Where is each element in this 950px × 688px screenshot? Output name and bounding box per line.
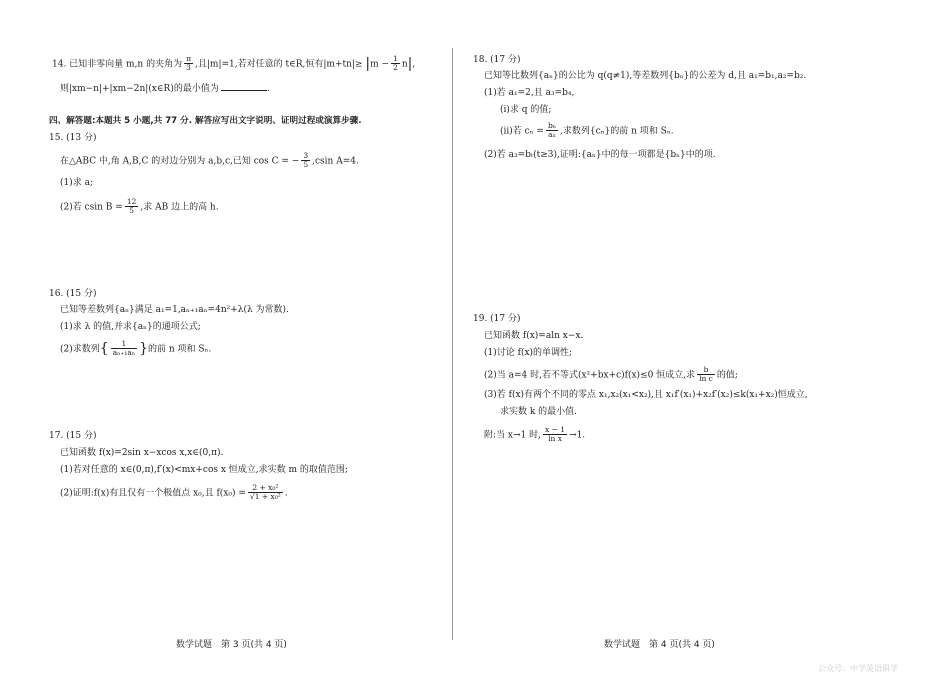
q14-line2-end: . (266, 84, 270, 94)
q19-line3 (484, 366, 738, 384)
q14-fraction-half (391, 55, 400, 73)
q15-line2: (1)求 a; (60, 178, 94, 188)
q15-fraction-12-5 (125, 198, 139, 216)
q14-text-b: ,且|m|=1,若对任意的 t∈R,恒有|m+tn|≥ (195, 59, 363, 70)
q17-text-b: . (284, 488, 288, 499)
q15-text-d: ,求 AB 边上的高 h. (140, 202, 219, 213)
frac-denominator: 5 (129, 206, 134, 216)
frac-denominator: ln x (548, 434, 562, 444)
q15-head: 15. (13 分) (49, 133, 97, 143)
frac-denominator: 3 (186, 63, 191, 73)
q14-text-c: m − (370, 59, 390, 70)
right-footer: 数学试题 第 4 页(共 4 页) (604, 640, 715, 650)
frac-denominator: ln c (699, 374, 713, 384)
frac-numerator: 1 (111, 340, 137, 349)
abs-bar-left: | (365, 55, 371, 72)
q17-line3 (60, 484, 288, 502)
q18-fraction (546, 122, 558, 140)
q17-line2: (1)若对任意的 x∈(0,π),f′(x)<mx+cos x 恒成立,求实数 m 的取值范围; (60, 465, 348, 475)
frac-denominator: √1 + x₀² (249, 492, 281, 502)
frac-numerator: 2 + x₀² (248, 484, 283, 493)
q18-text-a: (ⅱ)若 cₙ = (500, 126, 544, 137)
q18-line4 (500, 122, 674, 140)
q16-fraction (111, 340, 137, 358)
q16-line1: 已知等差数列{aₙ}满足 a₁=1,aₙ₊₁aₙ=4n²+λ(λ 为常数). (60, 305, 289, 315)
q19-text-d: →1. (569, 430, 586, 441)
frac-numerator: bₙ (547, 121, 557, 130)
q16-text-b: 的前 n 项和 Sₙ. (148, 344, 212, 355)
frac-denominator: 2 (393, 63, 398, 73)
q19-text-b: 的值; (716, 370, 738, 381)
q17-text-a: (2)证明:f(x)有且仅有一个极值点 x₀,且 f(x₀) = (60, 488, 246, 499)
q19-line2: (1)讨论 f(x)的单调性; (484, 348, 573, 358)
q19-head: 19. (17 分) (473, 314, 521, 324)
frac-denominator: aₙ (548, 130, 556, 140)
q14-text-a: 14. 已知非零向量 m,n 的夹角为 (52, 59, 183, 70)
q19-line5: 求实数 k 的最小值. (500, 407, 578, 417)
brace-right: } (139, 340, 148, 357)
q18-line3: (ⅰ)求 q 的值; (500, 105, 552, 115)
abs-bar-right: | (407, 55, 413, 72)
q18-line1: 已知等比数列{aₙ}的公比为 q(q≠1),等差数列{bₙ}的公差为 d,且 a₁=b₁,a₂=b₂. (484, 71, 807, 81)
watermark: 公众号：中学英语俱学 (818, 664, 898, 673)
q16-line2: (1)求 λ 的值,并求{aₙ}的通项公式; (60, 322, 201, 332)
q17-line1: 已知函数 f(x)=2sin x−xcos x,x∈(0,π). (60, 448, 224, 458)
q15-text-a: 在△ABC 中,角 A,B,C 的对边分别为 a,b,c,已知 cos C = − (60, 156, 300, 167)
q15-text-c: (2)若 csin B = (60, 202, 123, 213)
q18-line2: (1)若 a₁=2,且 a₃=b₄, (484, 88, 575, 98)
q16-head: 16. (15 分) (49, 289, 97, 299)
q14-line2 (60, 84, 270, 95)
q17-head: 17. (15 分) (49, 431, 97, 441)
q17-fraction (248, 484, 283, 502)
q14-line1 (52, 55, 415, 73)
frac-numerator: 1 (393, 54, 398, 63)
q15-fraction-3-5 (301, 152, 310, 170)
frac-denominator: 5 (303, 160, 309, 170)
frac-numerator: b (697, 366, 715, 375)
q14-line2-text: 则|xm−n|+|xm−2n|(x∈R)的最小值为 (60, 84, 219, 94)
q14-fraction-pi3 (184, 55, 193, 73)
q16-text-a: (2)求数列 (60, 344, 100, 355)
q15-line1 (60, 152, 359, 170)
q19-line4: (3)若 f(x)有两个不同的零点 x₁,x₂(x₁<x₂),且 x₁f′(x₁)+x₂f′(x₂)≤k(x₁+x₂)恒成立, (484, 390, 808, 400)
q15-line3 (60, 198, 219, 216)
frac-numerator: 3 (303, 151, 309, 160)
page-divider (452, 48, 453, 640)
q18-text-b: ,求数列{cₙ}的前 n 项和 Sₙ. (560, 126, 674, 137)
q18-head: 18. (17 分) (473, 55, 521, 65)
q19-line6 (484, 426, 585, 444)
section-heading: 四、解答题:本题共 5 小题,共 77 分. 解答应写出文字说明、证明过程或演算步骤. (49, 116, 362, 126)
frac-numerator: x − 1 (544, 425, 566, 434)
frac-numerator: π (186, 54, 192, 63)
q16-line3 (60, 340, 211, 358)
q19-fraction-b-lnc (697, 366, 715, 384)
frac-denominator: aₙ₊₁aₙ (112, 348, 136, 358)
q19-text-a: (2)当 a=4 时,若不等式(x²+bx+c)f(x)≤0 恒成立,求 (484, 370, 696, 381)
q18-line5: (2)若 a₃=bₜ(t≥3),证明:{aₙ}中的每一项都是{bₙ}中的项. (484, 150, 716, 160)
frac-numerator: 12 (126, 197, 137, 206)
answer-blank (221, 90, 267, 91)
left-footer: 数学试题 第 3 页(共 4 页) (176, 640, 287, 650)
q19-line1: 已知函数 f(x)=aln x−x. (484, 331, 584, 341)
q14-text-e: , (412, 59, 416, 70)
q19-fraction-limit (543, 426, 567, 444)
q15-text-b: ,csin A=4. (312, 156, 359, 167)
q14-text-d: n (401, 59, 408, 70)
brace-left: { (99, 340, 109, 357)
q19-text-c: 附:当 x→1 时, (484, 430, 541, 441)
